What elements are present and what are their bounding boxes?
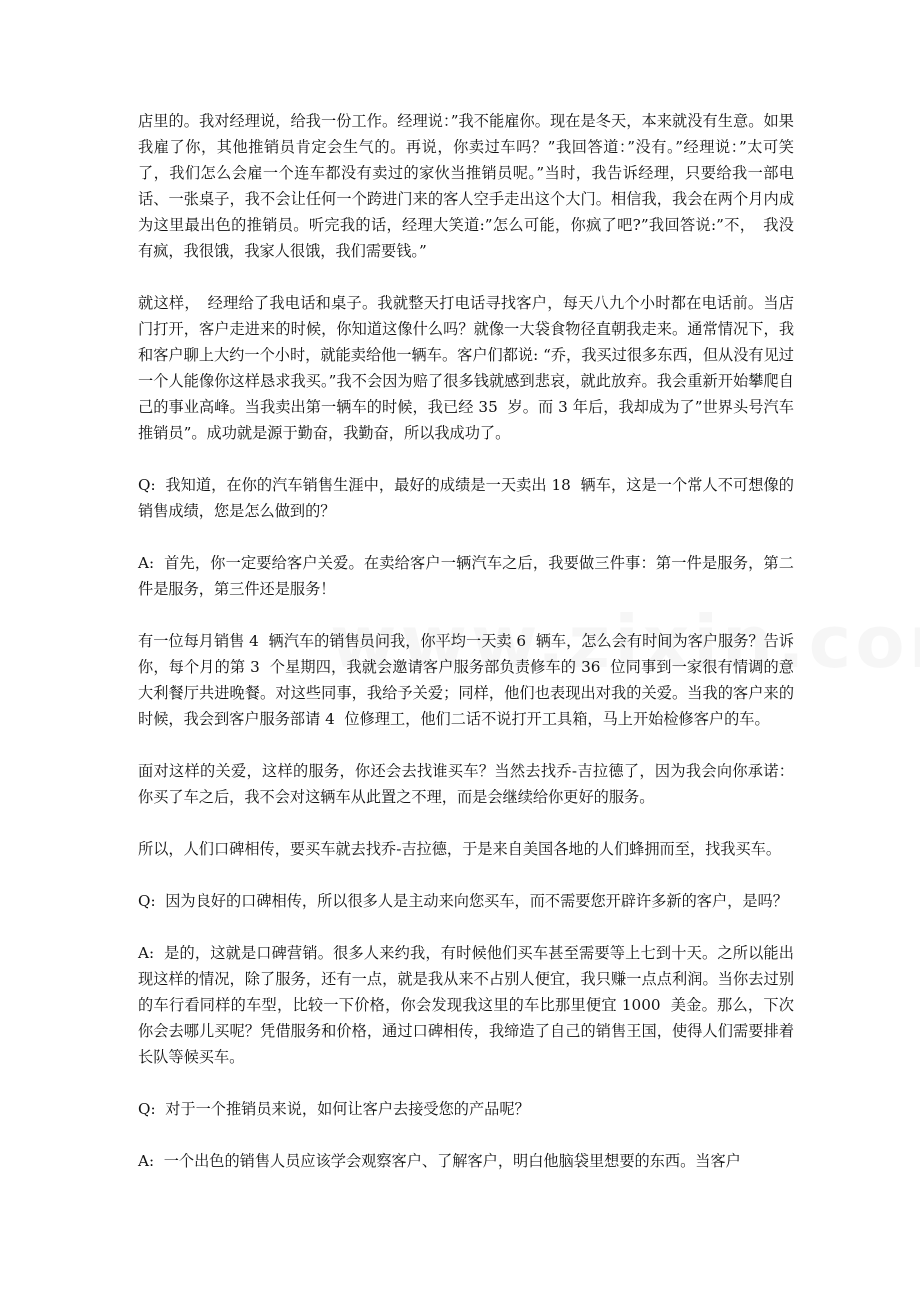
answer-1: A: 首先，你一定要给客户关爱。在卖给客户一辆汽车之后，我要做三件事：第一件是服务，第二件是服务，第三件还是服务！ [138, 554, 794, 598]
question-2: Q: 因为良好的口碑相传，所以很多人是主动来向您买车，而不需要您开辟许多新的客户，是吗？ [138, 892, 788, 910]
paragraph-3: 有一位每月销售 4 辆汽车的销售员问我，你平均一天卖 6 辆车，怎么会有时间为客户服务？告诉你，每个月的第 3 个星期四，我就会邀请客户服务部负责修车的 36 位同事到一家很有情调的意大利餐厅共进晚餐。对这些同事，我给予关爱；同样，他们也表现出对我的关爱。当我的客户来的时候，我会到客户服务部请 4 位修理工，他们二话不说打开工具箱，马上开始检修客户的车。 [138, 632, 794, 728]
document-body [138, 108, 794, 1200]
paragraph-4: 面对这样的关爱，这样的服务，你还会去找谁买车？当然去找乔-吉拉德了，因为我会向你承诺：你买了车之后，我不会对这辆车从此置之不理，而是会继续给你更好的服务。 [138, 762, 794, 806]
answer-2: A: 是的，这就是口碑营销。很多人来约我，有时候他们买车甚至需要等上七到十天。之所以能出现这样的情况，除了服务，还有一点，就是我从来不占别人便宜，我只赚一点点利润。当你去过别的车行看同样的车型，比较一下价格，你会发现我这里的车比那里便宜 1000 美金。那么，下次你会去哪儿买呢？凭借服务和价格，通过口碑相传，我缔造了自己的销售王国，使得人们需要排着长队等候买车。 [138, 944, 794, 1066]
question-1: Q: 我知道，在你的汽车销售生涯中，最好的成绩是一天卖出 18 辆车，这是一个常人不可想像的销售成绩，您是怎么做到的？ [138, 476, 794, 520]
question-3: Q: 对于一个推销员来说，如何让客户去接受您的产品呢？ [138, 1100, 530, 1118]
paragraph-2: 就这样， 经理给了我电话和桌子。我就整天打电话寻找客户，每天八九个小时都在电话前。当店门打开，客户走进来的时候，你知道这像什么吗？就像一大袋食物径直朝我走来。通常情况下，我和客户聊上大约一个小时，就能卖给他一辆车。客户们都说: “乔，我买过很多东西，但从没有见过一个人能像你这样恳求我买。”我不会因为赔了很多钱就感到悲哀，就此放弃。我会重新开始攀爬自己的事业高峰。当我卖出第一辆车的时候，我已经 35 岁。而 3 年后，我却成为了”世界头号汽车推销员”。成功就是源于勤奋，我勤奋，所以我成功了。 [138, 294, 794, 442]
answer-3: A: 一个出色的销售人员应该学会观察客户、了解客户，明白他脑袋里想要的东西。当客户 [138, 1152, 741, 1170]
paragraph-1: 店里的。我对经理说，给我一份工作。经理说：”我不能雇你。现在是冬天，本来就没有生意。如果我雇了你，其他推销员肯定会生气的。再说，你卖过车吗？”我回答道：”没有。”经理说：”太可笑了，我们怎么会雇一个连车都没有卖过的家伙当推销员呢。”当时，我告诉经理，只要给我一部电话、一张桌子，我不会让任何一个跨进门来的客人空手走出这个大门。相信我，我会在两个月内成为这里最出色的推销员。听完我的话，经理大笑道:”怎么可能，你疯了吧?”我回答说:”不， 我没有疯，我很饿，我家人很饿，我们需要钱。” [138, 112, 794, 260]
paragraph-5: 所以，人们口碑相传，要买车就去找乔-吉拉德，于是来自美国各地的人们蜂拥而至，找我买车。 [138, 840, 782, 858]
